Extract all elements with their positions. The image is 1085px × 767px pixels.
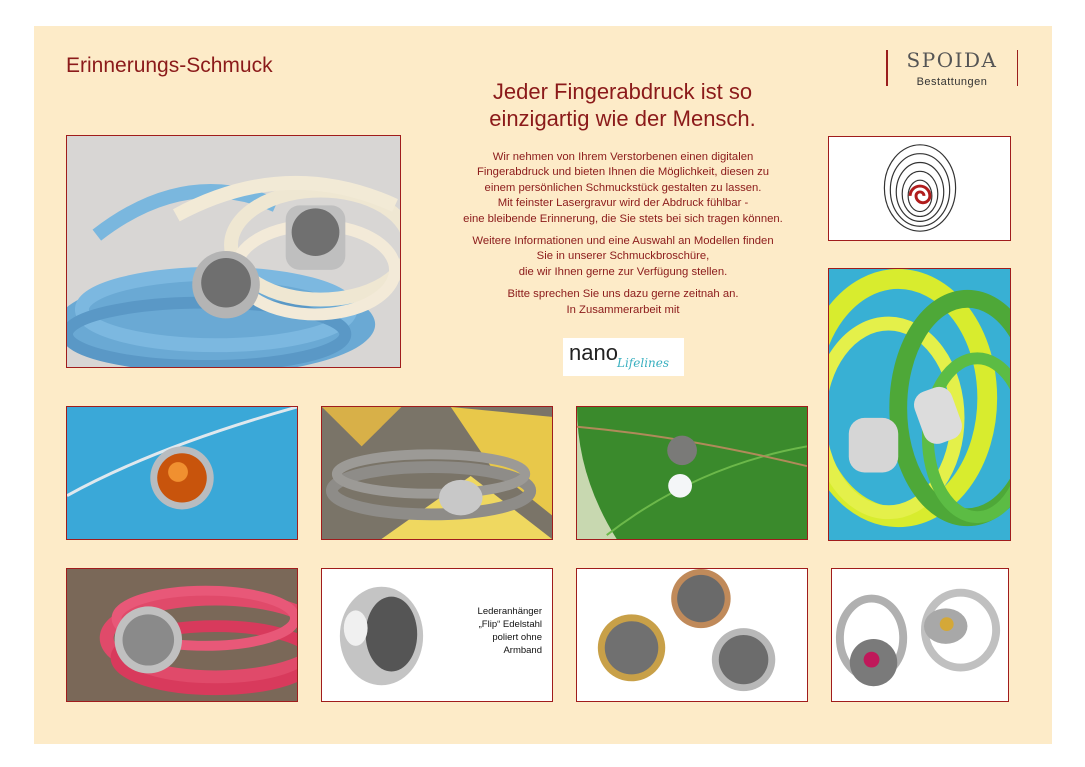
headline-line-1: Jeder Fingerabdruck ist so: [492, 79, 753, 104]
paragraph-2: [418, 234, 828, 280]
caption-line: „Flip“ Edelstahl: [478, 619, 542, 630]
photo-amber-pendant: [66, 406, 298, 540]
photo-fingerprint-buttons: [576, 568, 808, 702]
headline-line-2: einzigartig wie der Mensch.: [489, 106, 756, 131]
headline: [430, 78, 815, 132]
spoida-logo: [886, 48, 1018, 90]
text-line: Fingerabdruck und bieten Ihnen die Möglichkeit, diesen zu: [476, 166, 770, 179]
text-line: Mit feinster Lasergravur wird der Abdruck fühlbar -: [497, 197, 749, 210]
body-text: [418, 150, 828, 325]
text-line: einem persönlichen Schmuckstück gestalten zu lassen.: [484, 181, 762, 194]
partner-logo: [563, 338, 684, 376]
photo-pearl-pendant: [576, 406, 808, 540]
photo-grey-leather-bracelet: [321, 406, 553, 540]
paragraph-1: [418, 150, 828, 227]
text-line: In Zusammerarbeit mit: [566, 303, 680, 316]
text-line: Sie in unserer Schmuckbroschüre,: [536, 250, 710, 263]
caption-line: Lederanhänger: [477, 606, 542, 617]
text-line: Wir nehmen von Ihrem Verstorbenen einen digitalen: [492, 151, 754, 163]
text-line: Weitere Informationen und eine Auswahl an Modellen finden: [472, 235, 774, 248]
partner-logo-lifelines: Lifelines: [617, 356, 670, 370]
photo-fingerprint-rings: [831, 568, 1009, 702]
caption-line: poliert ohne: [492, 632, 542, 643]
photo-pink-leather-bracelet: [66, 568, 298, 702]
text-line: die wir Ihnen gerne zur Verfügung stellen.: [518, 265, 728, 278]
logo-name: SPOIDA: [906, 48, 998, 72]
text-line: Bitte sprechen Sie uns dazu gerne zeitnah an.: [507, 288, 739, 301]
page-heading: Erinnerungs-Schmuck: [66, 54, 273, 77]
pendant-caption: [442, 605, 542, 657]
partner-logo-nano: nano: [569, 340, 618, 365]
caption-line: Armband: [503, 645, 542, 656]
text-line: eine bleibende Erinnerung, die Sie stets bei sich tragen können.: [463, 212, 783, 225]
paragraph-3: [418, 287, 828, 318]
photo-yellow-green-bracelets: [828, 268, 1011, 541]
photo-flip-pendant: [321, 568, 553, 702]
logo-subtitle: Bestattungen: [916, 76, 988, 88]
photo-blue-leather-bracelets: [66, 135, 401, 368]
photo-fingerprint-drawing: [828, 136, 1011, 241]
